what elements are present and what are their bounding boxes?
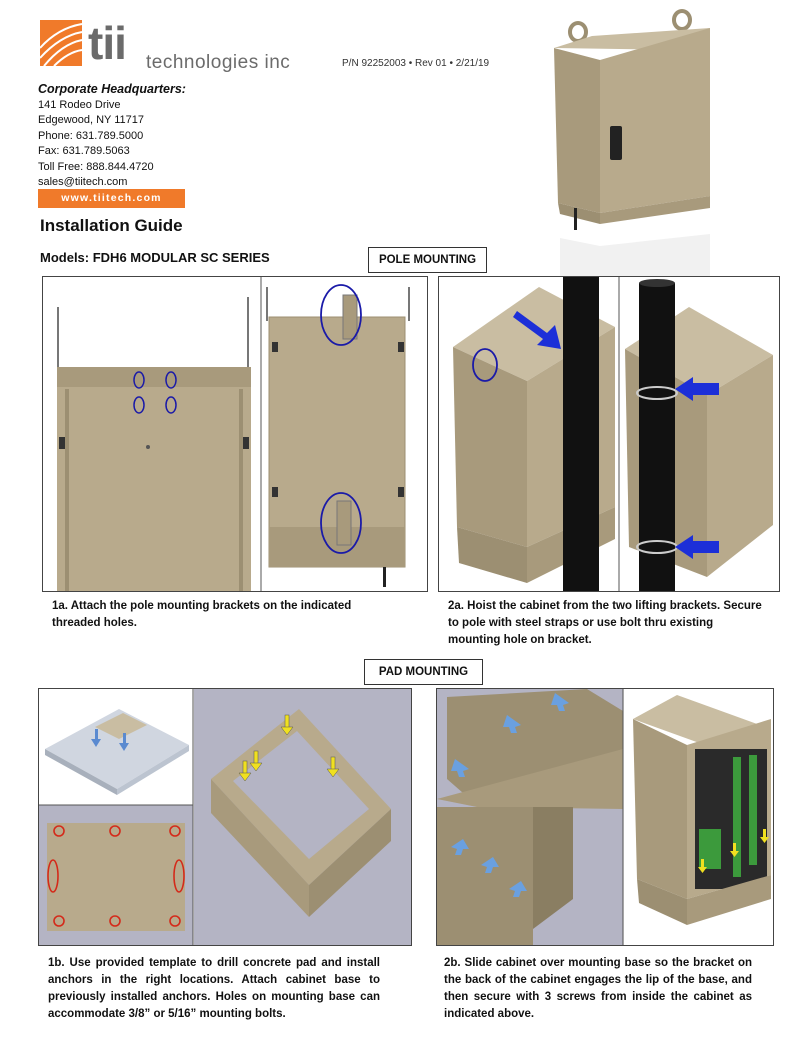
figure-1b [38,688,412,946]
address-line: Edgewood, NY 11717 [38,114,145,127]
hq-title: Corporate Headquarters: [38,82,186,96]
figure-1a [42,276,428,592]
tii-logo-icon [38,18,84,68]
address-line: 141 Rodeo Drive [38,99,121,111]
section-label-pad-mounting: PAD MOUNTING [364,659,483,685]
cabinet-product-image [540,8,730,280]
step-1b-caption: 1b. Use provided template to drill concrete pad and install anchors in the right locations. Attach cabinet base to previously installed anchors. Holes on mounting base can accommodate 3/8” or 5/16” mounting bolts. [48,957,380,1020]
logo-wordmark: tii [88,17,126,69]
hq-address [38,98,154,190]
figure-2a [438,276,780,592]
company-name: technologies inc [146,52,291,73]
figure-2b [436,688,774,946]
models-heading: Models: FDH6 MODULAR SC SERIES [40,250,270,265]
step-1a-caption: 1a. Attach the pole mounting brackets on the indicated threaded holes. [52,600,352,629]
figure-2a-drawing [439,277,779,591]
website-link[interactable]: www.tiitech.com [38,189,185,208]
step-2a-caption: 2a. Hoist the cabinet from the two lifting brackets. Secure to pole with steel straps or use bolt thru existing mounting hole on bracket. [448,600,762,646]
phone-line: Phone: 631.789.5000 [38,129,144,142]
part-number: P/N 92252003 • Rev 01 • 2/21/19 [342,58,490,69]
page-title: Installation Guide [40,216,183,235]
step-2b-caption: 2b. Slide cabinet over mounting base so the bracket on the back of the cabinet engages the lip of the base, and then secure with 3 screws from inside the cabinet as indicated above. [444,957,752,1020]
figure-2b-drawing [437,689,773,945]
tollfree-line: Toll Free: 888.844.4720 [38,160,154,173]
figure-1a-drawing [43,277,427,591]
email-link[interactable]: sales@tiitech.com [38,176,128,189]
figure-1b-drawing [39,689,411,945]
section-label-pole-mounting: POLE MOUNTING [368,247,487,273]
fax-line: Fax: 631.789.5063 [38,145,130,158]
